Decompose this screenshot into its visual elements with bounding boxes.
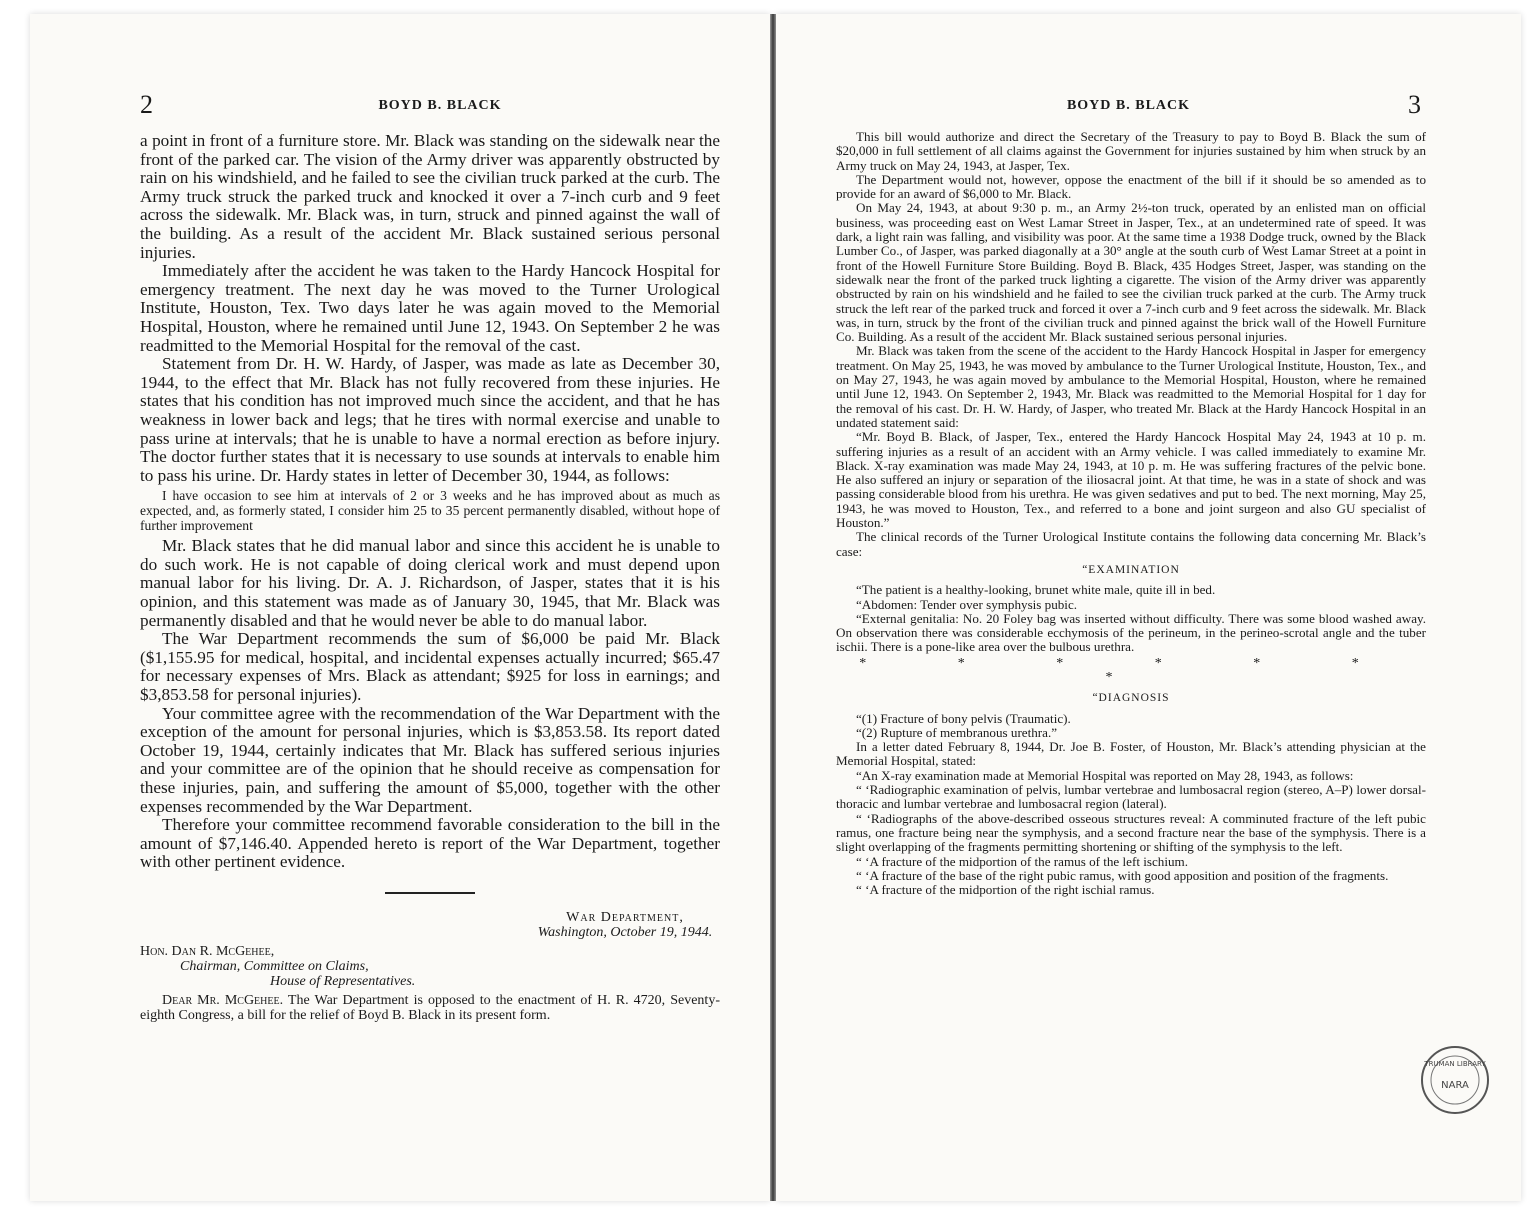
page-number: 2 (140, 90, 153, 119)
addressee-title: Chairman, Committee on Claims, (180, 958, 369, 974)
paragraph: a point in front of a furniture store. Mr. Black was standing on the sidewalk near the front of the parked car. The vision of the Army driver was apparently obstructed by rain on his windshield, and he failed to see the civilian truck parked at the curb. The Army truck struck the parked truck and knocked it over a 7-inch curb and 9 feet across the sidewalk. Mr. Black was, in turn, struck and pinned against the wall of the building. As a result of the accident Mr. Black sustained serious personal injuries. (140, 131, 720, 262)
left-page-header (140, 90, 740, 122)
salutation: Dear Mr. McGehee. (162, 992, 284, 1008)
addressee-block (140, 944, 720, 989)
diagnosis-line: “(2) Rupture of membranous urethra.” (856, 724, 1058, 740)
library-stamp-icon (1419, 1044, 1491, 1116)
right-page (776, 14, 1521, 1201)
running-head: BOYD B. BLACK (378, 98, 502, 113)
page-number: 3 (1408, 90, 1421, 119)
exam-line: “External genitalia: No. 20 Foley bag was inserted without difficulty. There was some blood washed away. On observation there was considerable ecchymosis of the perineum, in the perineo-scrotal angle and the tuber ischii. There is a pone-like area over the bulbous urethra. (836, 610, 1426, 655)
paragraph: On May 24, 1943, at about 9:30 p. m., an Army 2½-ton truck, operated by an enlisted man on official business, was proceeding east on West Lamar Street in Jasper, Tex., at an undetermined rate of speed. It was dark, a light rain was falling, and visibility was poor. At the same time a 1938 Dodge truck, owned by the Black Lumber Co., of Jasper, was parked diagonally at a 30° angle at the south curb of West Lamar Street at a point in front of the Howell Furniture Store Building. Boyd B. Black, 435 Hodges Street, Jasper, was standing on the sidewalk near the front of the parked truck lighting a cigarette. The vision of the Army driver was apparently obstructed by rain on his windshield and he failed to see the civilian truck parked at the curb. The Army truck struck the left rear of the parked truck and forced it over a 7-inch curb and 9 feet across the sidewalk. Mr. Black was, in turn, struck by the front of the civilian truck and pinned against the brick wall of the Howell Furniture Co. Building. As a result of the accident Mr. Black sustained serious personal injuries. (836, 200, 1426, 345)
paragraph: The Department would not, however, oppose the enactment of the bill if it should be so amended as to provide for an award of $6,000 to Mr. Black. (836, 171, 1426, 202)
paragraph: Immediately after the accident he was taken to the Hardy Hancock Hospital for emergency treatment. The next day he was moved to the Turner Urological Institute, Houston, Tex. Two days later he was again moved to the Memorial Hospital, Houston, where he remained until June 12, 1943. On September 2 he was readmitted to the Memorial Hospital for the removal of the cast. (140, 261, 720, 355)
examination-heading: “EXAMINATION (1082, 563, 1180, 576)
paragraph: “An X-ray examination made at Memorial Hospital was reported on May 28, 1943, as follows: (856, 767, 1354, 783)
paragraph: Mr. Black states that he did manual labor and since this accident he is unable to do such work. He is not capable of doing clerical work and must depend upon manual labor for his living. Dr. A. J. Richardson, of Jasper, states that it is his opinion, and this statement was made as of January 30, 1945, that Mr. Black was permanently disabled and that he would never be able to do manual labor. (140, 536, 720, 630)
paragraph: The War Department recommends the sum of $6,000 be paid Mr. Black ($1,155.95 for medical, hospital, and incidental expenses actually incurred; $65.47 for necessary expenses of Mrs. Black as attendant; $925 for loss in earnings; and $3,853.58 for personal injuries). (140, 629, 720, 705)
paragraph: Mr. Black was taken from the scene of the accident to the Hardy Hancock Hospital in Jasper for emergency treatment. On May 25, 1943, he was moved by ambulance to the Turner Urological Institute, Houston, Tex., and on May 27, 1943, he was again moved by ambulance to the Memorial Hospital, Houston, where he remained until June 12, 1943. On September 2, 1943, Mr. Black was readmitted to the Memorial Hospital for 1 day for the removal of his cast. Dr. H. W. Hardy, of Jasper, who treated Mr. Black at the Hardy Hancock Hospital in an undated statement said: (836, 343, 1426, 430)
paragraph: “ ‘A fracture of the midportion of the ramus of the left ischium. (856, 853, 1188, 869)
block-quote: I have occasion to see him at intervals of 2 or 3 weeks and he has improved about as much as expected, and, as formerly stated, I consider him 25 to 35 percent permanently disabled, without hope of further improvement (140, 488, 720, 534)
left-body (140, 132, 720, 1023)
paragraph: Your committee agree with the recommendation of the War Department with the exception of the amount for personal injuries, which is $3,853.58. Its report dated October 19, 1944, certainly indicates that Mr. Black has suffered serious injuries and your committee are of the opinion that he should receive as compensation for these injuries, pain, and suffering the amount of $5,000, together with the other expenses recommended by the War Department. (140, 703, 720, 816)
paragraph: This bill would authorize and direct the Secretary of the Treasury to pay to Boyd B. Black the sum of $20,000 in full settlement of all claims against the Government for injuries sustained by him when struck by an Army truck on May 24, 1943, at Jasper, Tex. (836, 129, 1426, 173)
addressee-name: Hon. Dan R. McGehee, (140, 943, 275, 959)
right-page-header (836, 90, 1421, 122)
letterhead-date: Washington, October 19, 1944. (537, 924, 713, 940)
stamp-text-top: TRUMAN LIBRARY (1424, 1060, 1486, 1068)
letter-text: The War Department is opposed to the enactment of H. R. 4720, Seventy-eighth Congress, a bill for the relief of Boyd B. Black in its present form. (140, 992, 720, 1023)
addressee-house: House of Representatives. (270, 973, 416, 989)
letter-opening (140, 993, 720, 1023)
left-page (30, 14, 770, 1201)
section-divider (385, 892, 475, 894)
letterhead (530, 910, 720, 940)
paragraph: “Mr. Boyd B. Black, of Jasper, Tex., entered the Hardy Hancock Hospital May 24, 1943 at 10 p. m. suffering injuries as a result of an accident with an Army vehicle. I was called immediately to examine Mr. Black. X-ray examination was made May 24, 1943, at 10 p. m. He was suffering fractures of the pelvic bone. He also suffered an injury or separation of the iliosacral joint. At that time, he was in a state of shock and was passing considerable blood from his urethra. He was given sedatives and put to bed. The next morning, May 25, 1943, he was moved to Houston, Tex., and referred to a bone and joint surgeon and also GU specialist of Houston.” (836, 429, 1426, 531)
running-head: BOYD B. BLACK (1066, 98, 1191, 113)
letterhead-department: War Department, (566, 909, 684, 925)
paragraph: In a letter dated February 8, 1944, Dr. Joe B. Foster, of Houston, Mr. Black’s attending physician at the Memorial Hospital, stated: (836, 739, 1426, 769)
diagnosis-heading: “DIAGNOSIS (1092, 692, 1170, 705)
paragraph: Therefore your committee recommend favorable consideration to the bill in the amount of $7,146.40. Appended hereto is report of the War Department, together with other pertinent evidence. (140, 815, 720, 872)
paragraph: The clinical records of the Turner Urological Institute contains the following data concerning Mr. Black’s case: (836, 529, 1426, 559)
ellipsis-stars: * * * * * * * (859, 655, 1403, 685)
exam-line: “The patient is a healthy-looking, brunet white male, quite ill in bed. (856, 582, 1216, 598)
right-body (836, 130, 1426, 897)
paragraph: “ ‘A fracture of the midportion of the right ischial ramus. (856, 882, 1155, 898)
paragraph: Statement from Dr. H. W. Hardy, of Jasper, was made as late as December 30, 1944, to the effect that Mr. Black has not fully recovered from these injuries. He states that his condition has not improved much since the accident, and that he has weakness in lower back and legs; that he tires with normal exercise and unable to pass urine at intervals; that he is unable to have a normal erection as before injury. The doctor further states that it is necessary to use sounds at intervals to enable him to pass his urine. Dr. Hardy states in letter of December 30, 1944, as follows: (140, 354, 720, 485)
stamp-text-bottom: NARA (1441, 1080, 1469, 1091)
diagnosis-line: “(1) Fracture of bony pelvis (Traumatic). (856, 710, 1071, 726)
exam-line: “Abdomen: Tender over symphysis pubic. (856, 596, 1078, 612)
paragraph: “ ‘Radiographs of the above-described osseous structures reveal: A comminuted fracture of the left pubic ramus, one fracture being near the symphysis, and a second fracture near the base of the symphysis. There is a slight overlapping of the fragments permitting shortening or shifting of the symphysis to the left. (836, 810, 1426, 855)
paragraph: “ ‘Radiographic examination of pelvis, lumbar vertebrae and lumbosacral region (stereo, A–P) lower dorsal-thoracic and lumbar vertebrae and lumbosacral region (lateral). (836, 782, 1426, 812)
paragraph: “ ‘A fracture of the base of the right pubic ramus, with good apposition and position of the fragments. (856, 867, 1389, 883)
